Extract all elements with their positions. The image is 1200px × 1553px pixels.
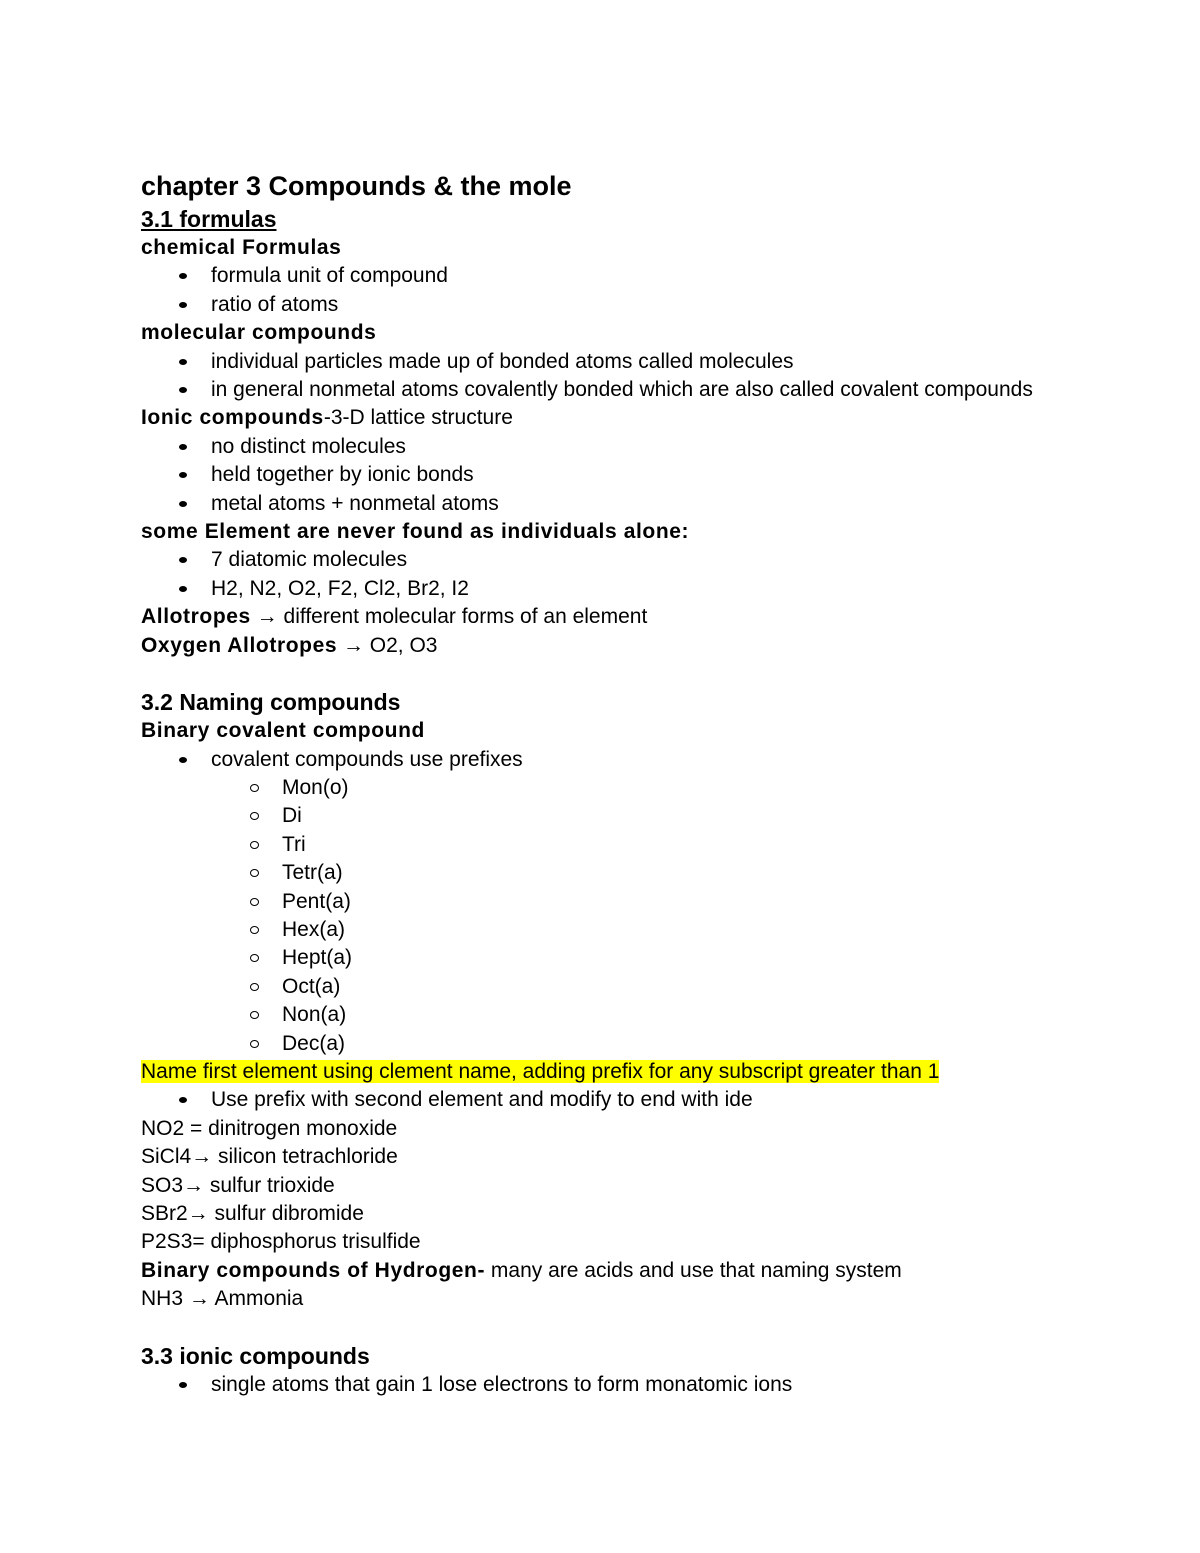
prefix-item: Dec(a)	[141, 1030, 1141, 1058]
subheading-binary-covalent: Binary covalent compound	[141, 719, 425, 743]
page-title: chapter 3 Compounds & the mole	[141, 171, 572, 201]
spacer	[141, 660, 1141, 687]
subheading-ionic-compounds	[141, 404, 1141, 432]
oxygen-allotropes-label: Oxygen Allotropes	[141, 633, 338, 657]
example-line: SO3→ sulfur trioxide	[141, 1173, 335, 1197]
document-body	[141, 168, 1141, 1399]
prefix-item: Non(a)	[141, 1001, 1141, 1029]
prefix-item: Oct(a)	[141, 973, 1141, 1001]
ionic-label: Ionic compounds	[141, 406, 324, 430]
list-item: 7 diatomic molecules	[141, 546, 1141, 574]
oxygen-allotropes-value: → O2, O3	[337, 633, 438, 657]
example-line: NO2 = dinitrogen monoxide	[141, 1116, 398, 1140]
allotropes-line	[141, 603, 1141, 631]
subheading-never-alone: some Element are never found as individuals alone:	[141, 520, 690, 544]
list-item: metal atoms + nonmetal atoms	[141, 490, 1141, 518]
example-line: SiCl4→ silicon tetrachloride	[141, 1145, 398, 1169]
section-heading-3-1: 3.1 formulas	[141, 206, 277, 232]
list-item: formula unit of compound	[141, 262, 1141, 290]
highlighted-text: Name first element using clement name, adding prefix for any subscript greater than 1	[141, 1059, 940, 1083]
prefix-item: Tri	[141, 831, 1141, 859]
prefix-item: Mon(o)	[141, 774, 1141, 802]
section-heading-3-2: 3.2 Naming compounds	[141, 689, 401, 716]
list-item: in general nonmetal atoms covalently bonded which are also called covalent compounds	[141, 376, 1141, 404]
list-item: individual particles made up of bonded atoms called molecules	[141, 348, 1141, 376]
oxygen-allotropes-line	[141, 632, 1141, 660]
prefix-item: Hex(a)	[141, 916, 1141, 944]
hydrogen-compounds-line	[141, 1257, 1141, 1285]
list-item: covalent compounds use prefixes	[141, 746, 1141, 774]
list-item: single atoms that gain 1 lose electrons to form monatomic ions	[141, 1371, 1141, 1399]
hydrogen-compounds-label: Binary compounds of Hydrogen-	[141, 1258, 486, 1282]
example-line: NH3 → Ammonia	[141, 1287, 304, 1311]
highlighted-rule	[141, 1058, 1141, 1086]
list-item: H2, N2, O2, F2, Cl2, Br2, I2	[141, 575, 1141, 603]
example-line: SBr2→ sulfur dibromide	[141, 1202, 364, 1225]
hydrogen-compounds-description: many are acids and use that naming system	[485, 1258, 902, 1282]
spacer	[141, 1314, 1141, 1341]
list-item: held together by ionic bonds	[141, 461, 1141, 489]
list-item: Use prefix with second element and modify to end with ide	[141, 1086, 1141, 1114]
list-item: no distinct molecules	[141, 433, 1141, 461]
ionic-description: -3-D lattice structure	[323, 406, 513, 430]
example-line: P2S3= diphosphorus trisulfide	[141, 1230, 421, 1254]
prefix-item: Hept(a)	[141, 944, 1141, 972]
subheading-chemical-formulas: chemical Formulas	[141, 236, 342, 259]
allotropes-label: Allotropes	[141, 605, 251, 629]
subheading-molecular-compounds: molecular compounds	[141, 321, 377, 345]
section-heading-3-3: 3.3 ionic compounds	[141, 1342, 370, 1369]
allotropes-definition: → different molecular forms of an element	[250, 605, 648, 629]
prefix-item: Di	[141, 802, 1141, 830]
prefix-item: Tetr(a)	[141, 859, 1141, 887]
prefix-item: Pent(a)	[141, 888, 1141, 916]
list-item: ratio of atoms	[141, 291, 1141, 319]
